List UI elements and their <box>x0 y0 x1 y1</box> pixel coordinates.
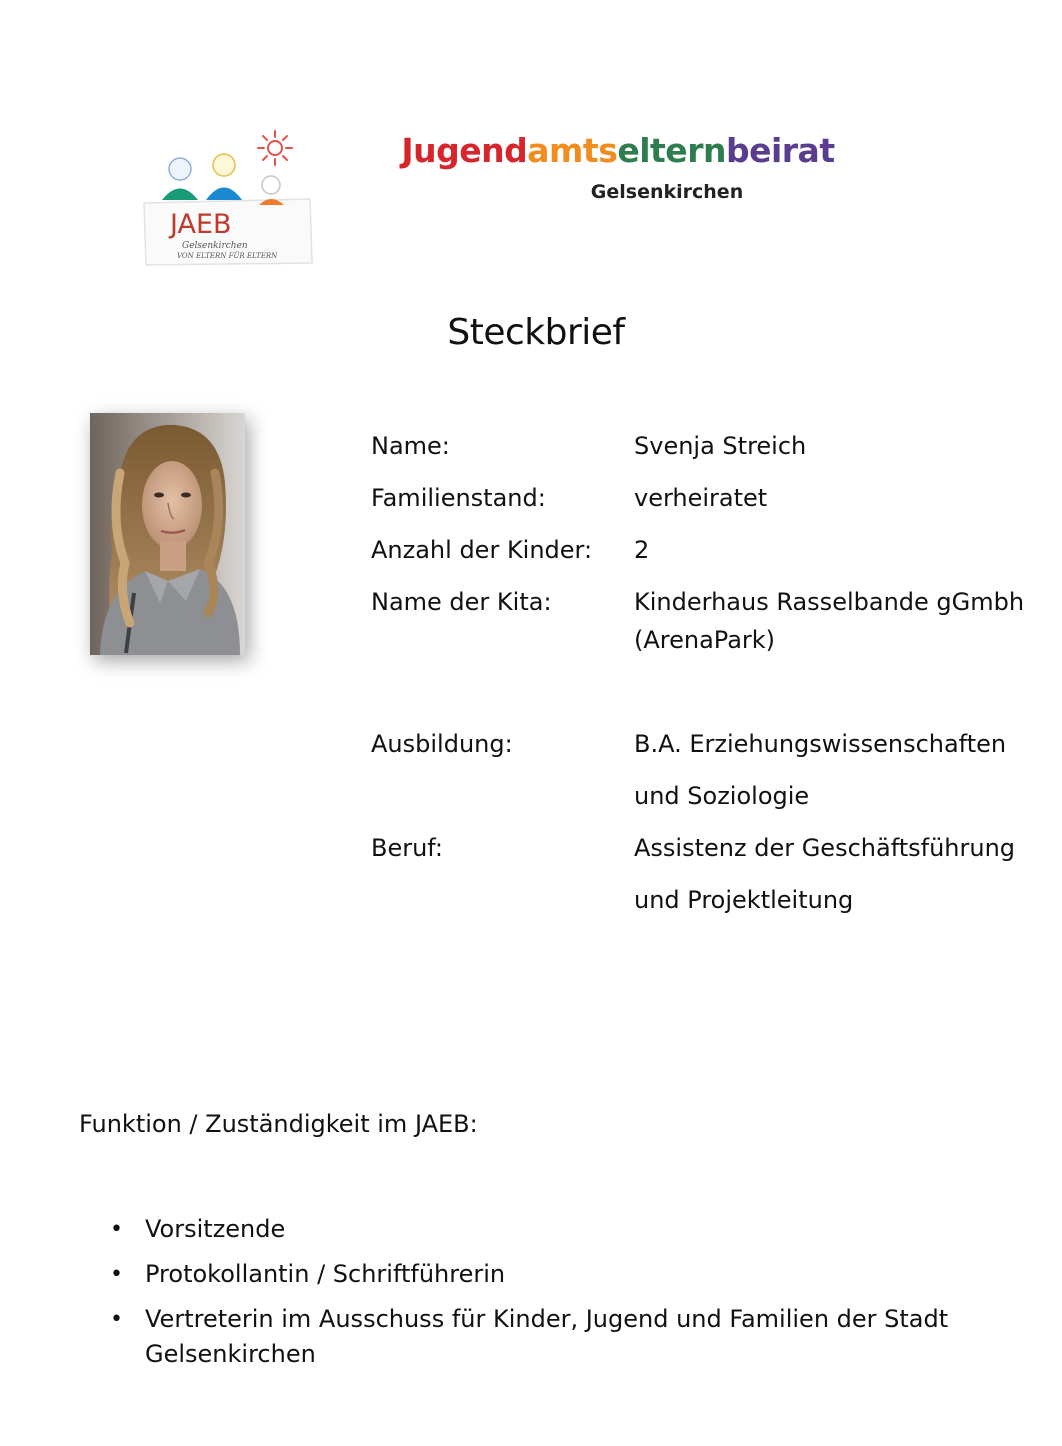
function-heading: Funktion / Zuständigkeit im JAEB: <box>79 1110 478 1138</box>
jaeb-logo <box>140 125 325 270</box>
name-value: Svenja Streich <box>634 432 807 460</box>
kids-count-label: Anzahl der Kinder: <box>371 536 593 564</box>
list-item-text: Protokollantin / Schriftführerin <box>145 1260 506 1288</box>
page-title: Steckbrief <box>447 312 625 353</box>
bullet-icon: • <box>110 1262 123 1287</box>
list-item-text: Vertreterin im Ausschuss für Kinder, Jugend und Familien der Stadt Gelsenkirchen <box>145 1305 949 1368</box>
logo-jaeb-text: JAEB <box>170 209 232 240</box>
brand-subtitle: Gelsenkirchen <box>590 181 744 203</box>
portrait-photo <box>90 413 245 655</box>
education-label: Ausbildung: <box>371 730 513 758</box>
job-value-line1: Assistenz der Geschäftsführung <box>634 834 1016 862</box>
education-value-line1: B.A. Erziehungswissenschaften <box>634 730 1007 758</box>
education-value-line2: und Soziologie <box>634 782 810 810</box>
family-status-label: Familienstand: <box>371 484 546 512</box>
kita-value-line1: Kinderhaus Rasselbande gGmbh <box>634 588 1025 616</box>
function-list <box>108 1212 978 1382</box>
brand-block <box>398 131 838 203</box>
list-item <box>108 1302 978 1372</box>
list-item <box>108 1212 978 1247</box>
list-item <box>108 1257 978 1292</box>
family-status-value: verheiratet <box>634 484 768 512</box>
bullet-icon: • <box>110 1217 123 1242</box>
logo-handwriting-2: VON ELTERN FÜR ELTERN <box>177 252 278 260</box>
kita-value-line2: (ArenaPark) <box>634 626 776 654</box>
job-value-line2: und Projektleitung <box>634 886 854 914</box>
job-label: Beruf: <box>371 834 443 862</box>
kita-label: Name der Kita: <box>371 588 552 616</box>
name-label: Name: <box>371 432 450 460</box>
bullet-icon: • <box>110 1307 123 1332</box>
brand-part-eltern: eltern <box>617 131 726 170</box>
brand-part-beirat: beirat <box>725 131 835 170</box>
brand-part-amts: amts <box>527 131 618 170</box>
brand-part-jugend: Jugend <box>401 131 528 170</box>
list-item-text: Vorsitzende <box>145 1215 286 1243</box>
brand-title <box>398 131 838 170</box>
kids-count-value: 2 <box>634 536 650 564</box>
logo-handwriting-1: Gelsenkirchen <box>182 241 248 251</box>
